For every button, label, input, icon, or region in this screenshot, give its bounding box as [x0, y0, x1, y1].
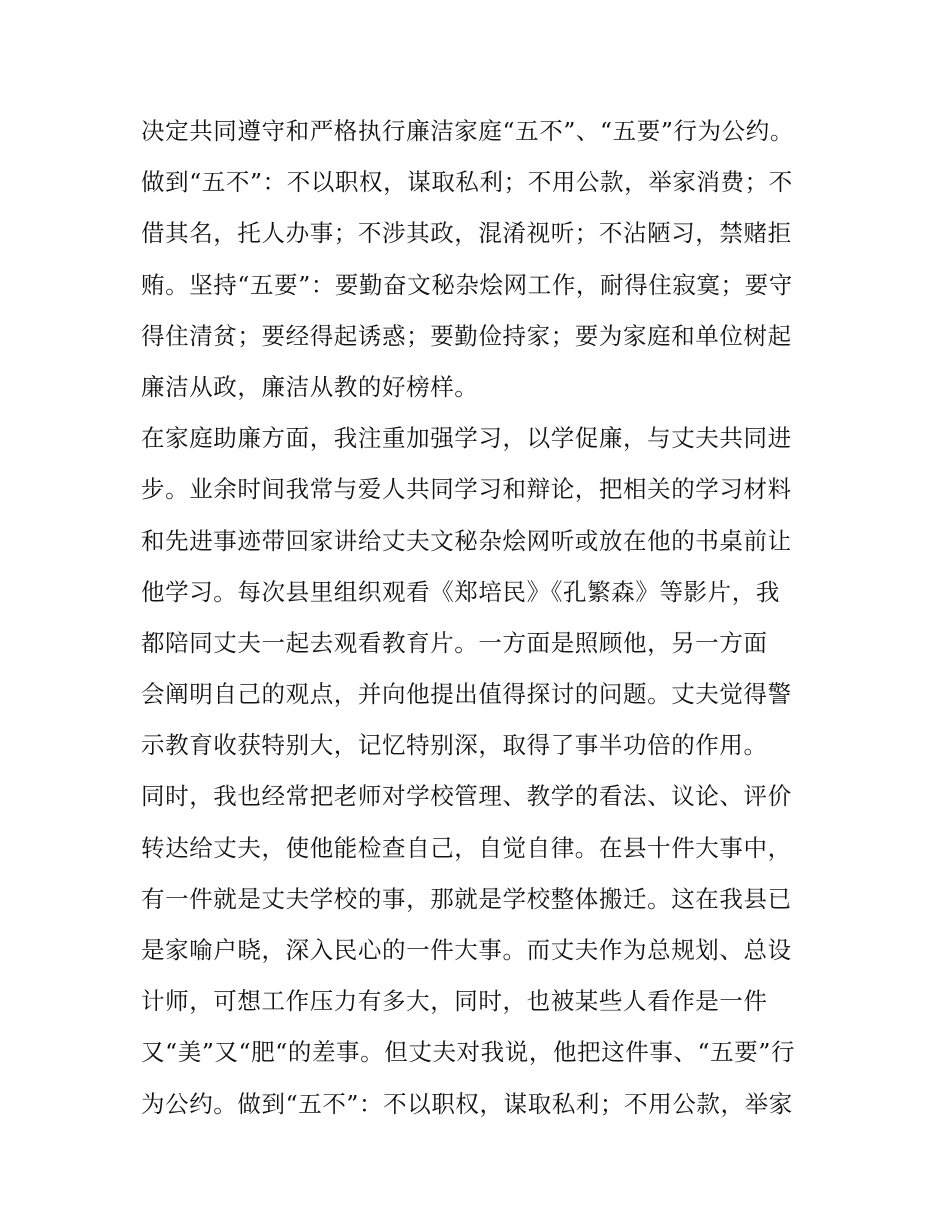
text-line-12: 会阐明自己的观点，并向他提出值得探讨的问题。丈夫觉得警	[141, 680, 792, 709]
text-line-8: 步。业余时间我常与爱人共同学习和辩论，把相关的学习材料	[141, 475, 792, 504]
text-line-2: 做到“五不”：不以职权，谋取私利；不用公款，举家消费；不	[141, 168, 793, 197]
text-line-20: 为公约。做到“五不”：不以职权，谋取私利；不用公款，举家	[141, 1089, 793, 1118]
text-line-18: 计师，可想工作压力有多大，同时，也被某些人看作是一件	[141, 987, 768, 1016]
text-line-5: 得住清贫；要经得起诱惑；要勤俭持家；要为家庭和单位树起	[141, 321, 792, 350]
text-line-14: 同时，我也经常把老师对学校管理、教学的看法、议论、评价	[141, 782, 792, 811]
body-text	[141, 106, 821, 1130]
text-line-9: 和先进事迹带回家讲给丈夫文秘杂烩网听或放在他的书桌前让	[141, 526, 792, 555]
text-line-15: 转达给丈夫，使他能检查自己，自觉自律。在县十件大事中，	[141, 833, 792, 862]
text-line-10: 他学习。每次县里组织观看《郑培民》《孔繁森》等影片，我	[141, 577, 780, 606]
text-line-13: 示教育收获特别大，记忆特别深，取得了事半功倍的作用。	[141, 731, 768, 760]
text-line-17: 是家喻户晓，深入民心的一件大事。而丈夫作为总规划、总设	[141, 936, 792, 964]
text-line-3: 借其名，托人办事；不涉其政，混淆视听；不沾陋习，禁赌拒	[141, 219, 792, 248]
text-line-7: 在家庭助廉方面，我注重加强学习，以学促廉，与丈夫共同进	[141, 424, 792, 453]
text-line-16: 有一件就是丈夫学校的事，那就是学校整体搬迁。这在我县已	[141, 884, 792, 913]
text-line-1: 决定共同遵守和严格执行廉洁家庭“五不”、“五要”行为公约。	[141, 117, 794, 145]
text-line-6: 廉洁从政，廉洁从教的好榜样。	[141, 372, 479, 401]
text-line-4: 贿。坚持“五要”：要勤奋文秘杂烩网工作，耐得住寂寞；要守	[141, 270, 793, 299]
text-line-19: 又“美”又“肥“的差事。但丈夫对我说，他把这件事、“五要”行	[141, 1038, 796, 1067]
text-line-11: 都陪同丈夫一起去观看教育片。一方面是照顾他，另一方面	[141, 628, 768, 657]
